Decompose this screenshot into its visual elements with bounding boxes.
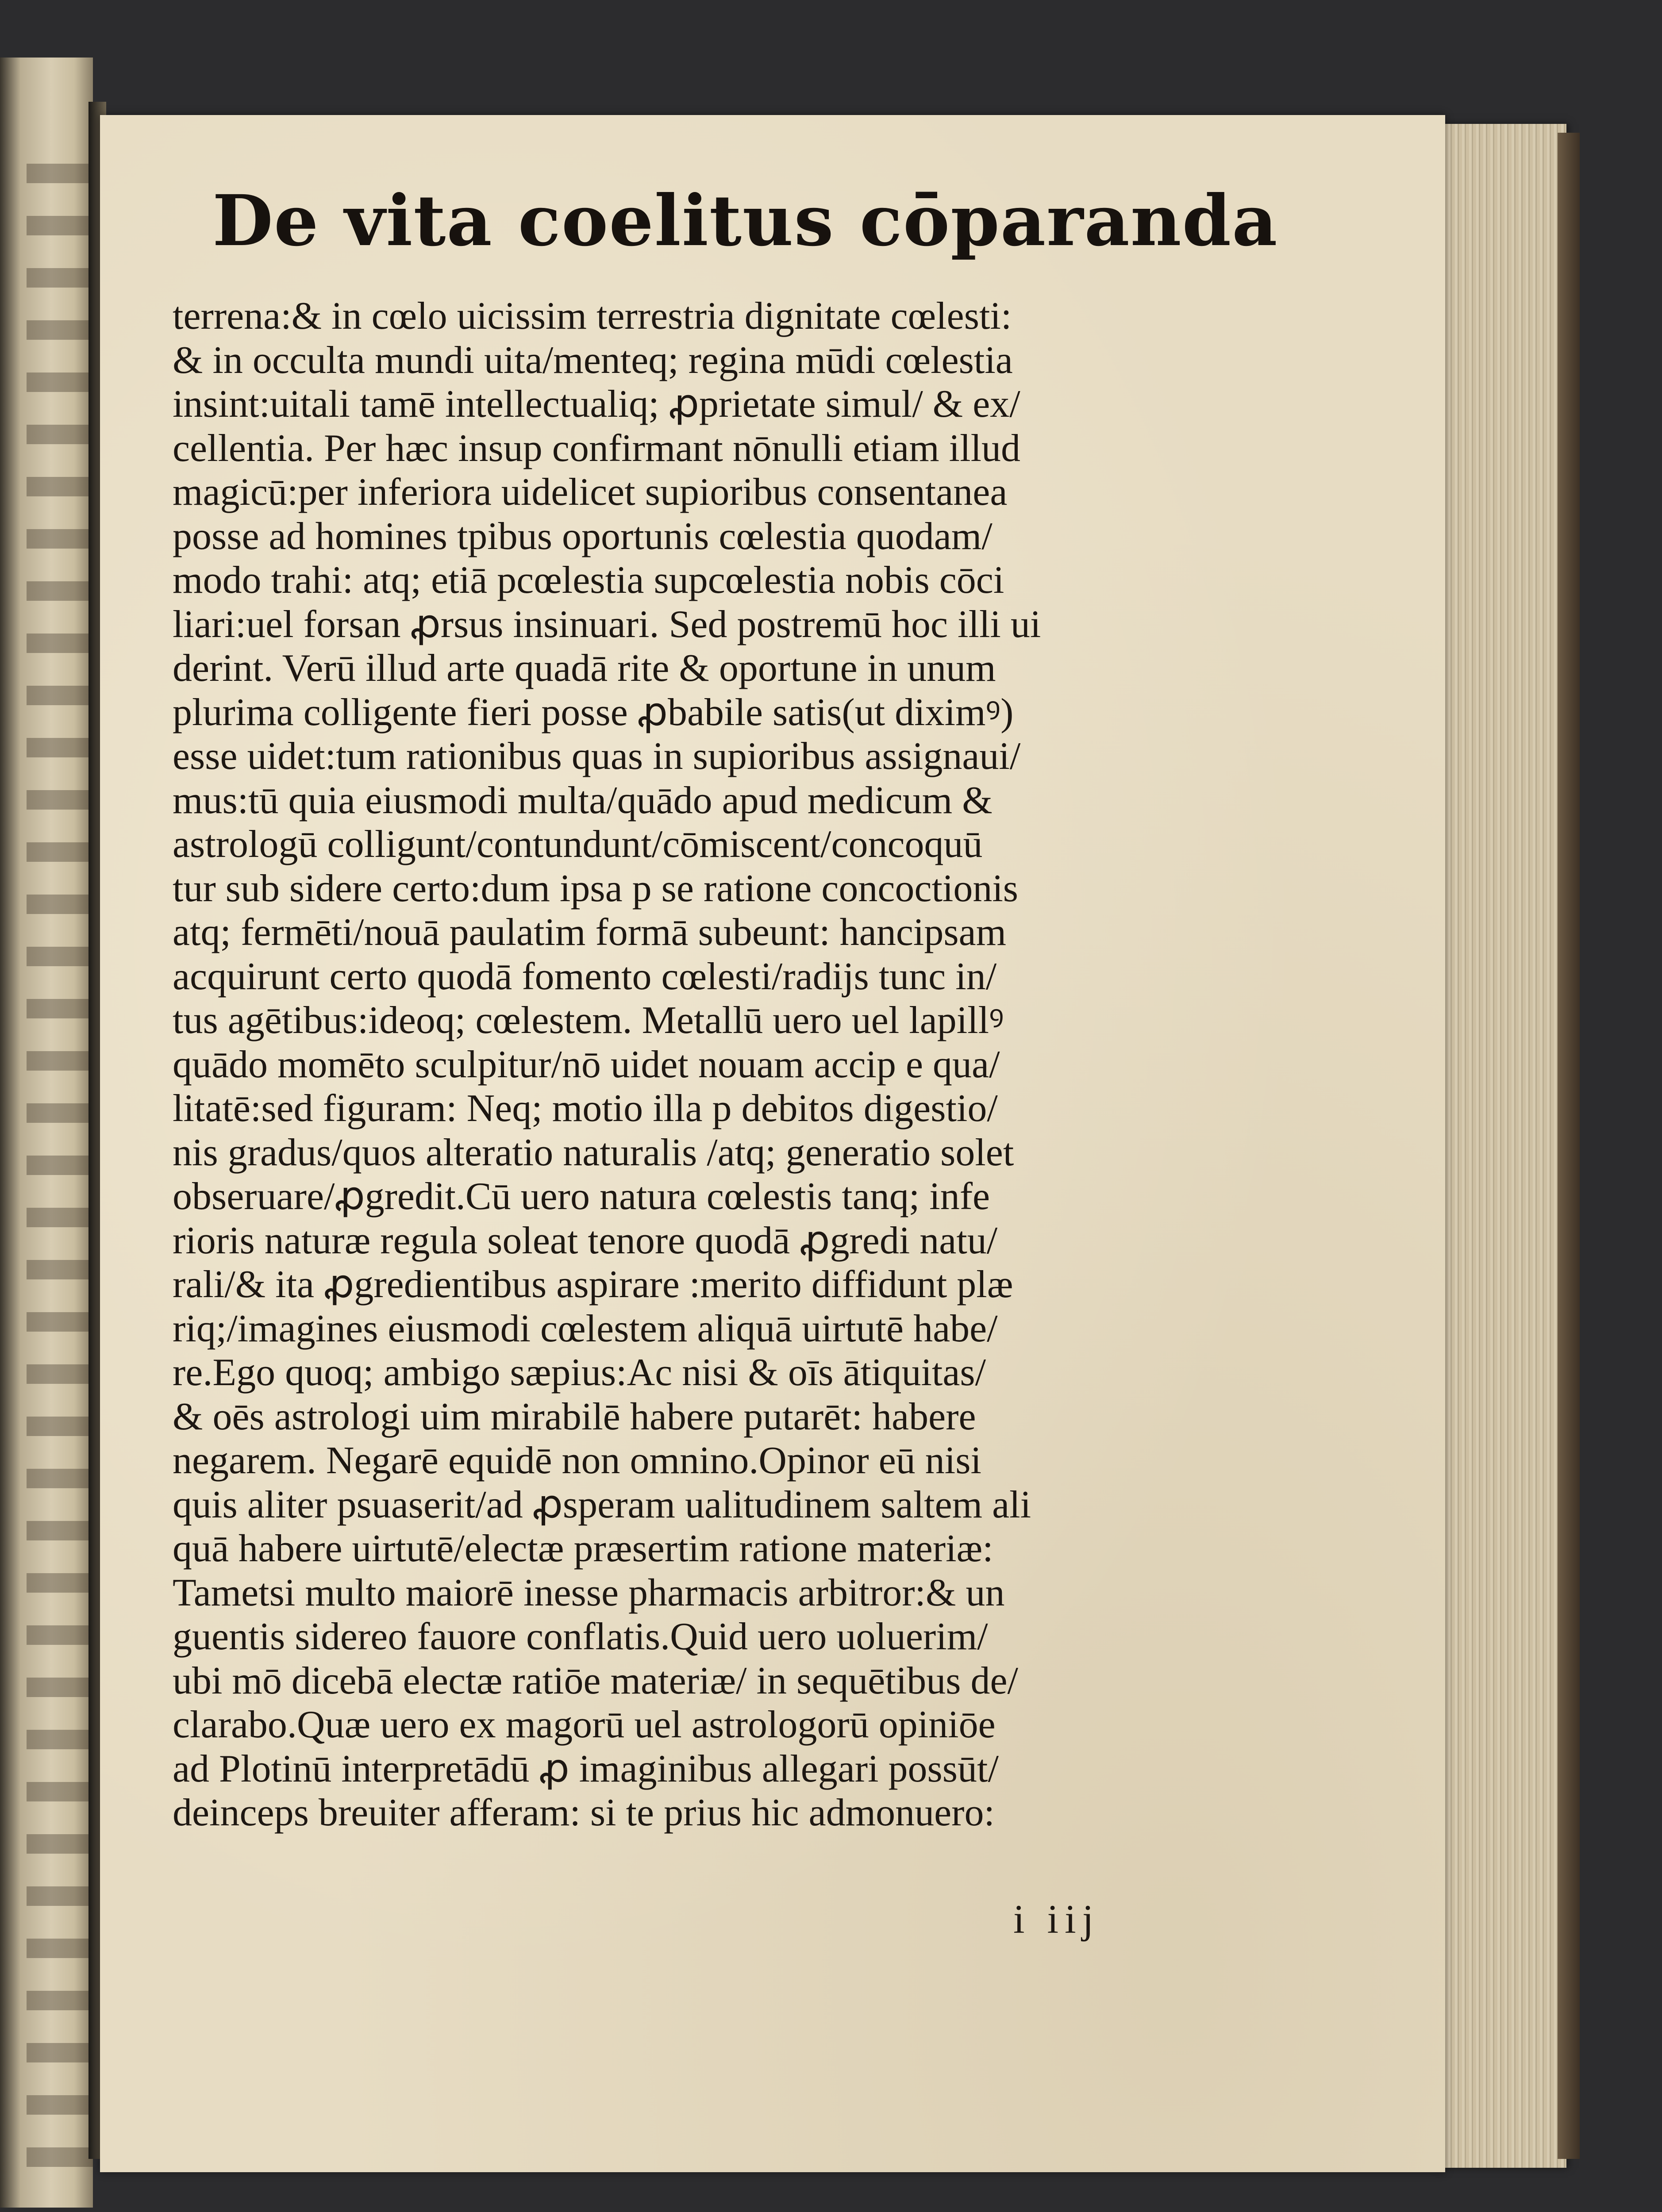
text-line: posse ad homines tpibus oportunis cœlestia quodam/ <box>173 515 993 558</box>
text-line: liari:uel forsan ꝓrsus insinuari. Sed postremū hoc illi ui <box>173 603 1041 646</box>
text-line: tus agētibus:ideoq; cœlestem. Metallū uero uel lapillꝰ <box>173 999 1004 1042</box>
text-line: Tametsi multo maiorē inesse pharmacis arbitror:& un <box>173 1571 1005 1614</box>
text-line: acquirunt certo quodā fomento cœlesti/radijs tunc in/ <box>173 955 997 998</box>
text-line: quis aliter psuaserit/ad ꝓsperam ualitudinem saltem ali <box>173 1483 1031 1526</box>
text-line: terrena:& in cœlo uicissim terrestria dignitate cœlesti: <box>173 295 1012 338</box>
text-line: deinceps breuiter afferam: si te prius hic admonuero: <box>173 1791 995 1834</box>
text-line: insint:uitali tamē intellectualiq; ꝓprietate simul/ & ex/ <box>173 383 1020 426</box>
page-heading: De vita coelitus cōparanda <box>212 180 1278 262</box>
text-line: quādo momēto sculpitur/nō uidet nouam accip e qua/ <box>173 1043 1000 1086</box>
text-line: re.Ego quoq; ambigo sæpius:Ac nisi & oīs ātiquitas/ <box>173 1351 986 1394</box>
text-line: rali/& ita ꝓgredientibus aspirare :merito diffidunt plæ <box>173 1263 1013 1306</box>
text-line: rioris naturæ regula soleat tenore quodā ꝓgredi natu/ <box>173 1219 998 1262</box>
text-line: litatē:sed figuram: Neq; motio illa p debitos digestio/ <box>173 1087 998 1130</box>
page-fore-edge <box>1434 124 1566 2168</box>
text-line: derint. Verū illud arte quadā rite & oportune in unum <box>173 647 996 690</box>
text-line: negarem. Negarē equidē non omnino.Opinor eū nisi <box>173 1439 981 1482</box>
text-line: ad Plotinū interpretādū ꝓ imaginibus allegari possūt/ <box>173 1747 999 1790</box>
text-line: riq;/imagines eiusmodi cœlestem aliquā uirtutē habe/ <box>173 1307 998 1350</box>
facing-page-edge <box>0 58 93 2208</box>
text-line: ubi mō dicebā electæ ratiōe materiæ/ in sequētibus de/ <box>173 1659 1018 1702</box>
text-line: nis gradus/quos alteratio naturalis /atq; generatio solet <box>173 1131 1014 1174</box>
text-line: obseruare/ꝓgredit.Cū uero natura cœlestis tanq; infe <box>173 1175 990 1218</box>
text-line: guentis sidereo fauore conflatis.Quid uero uoluerim/ <box>173 1615 988 1658</box>
text-line: esse uidet:tum rationibus quas in supioribus assignaui/ <box>173 735 1021 778</box>
body-text <box>173 294 1146 1835</box>
text-line: cellentia. Per hæc insup confirmant nōnulli etiam illud <box>173 426 1021 470</box>
text-line: astrologū colligunt/contundunt/cōmiscent/concoquū <box>173 823 983 866</box>
text-line: plurima colligente fieri posse ꝓbabile satis(ut diximꝰ) <box>173 691 1014 734</box>
text-line: mus:tū quia eiusmodi multa/quādo apud medicum & <box>173 779 993 822</box>
signature-mark: i iij <box>1013 1897 1100 1942</box>
text-line: & in occulta mundi uita/menteq; regina mūdi cœlestia <box>173 338 1013 382</box>
text-line: clarabo.Quæ uero ex magorū uel astrologorū opiniōe <box>173 1703 996 1746</box>
text-line: tur sub sidere certo:dum ipsa p se ratione concoctionis <box>173 867 1019 910</box>
facing-page-text-fragment <box>27 164 93 2199</box>
text-line: quā habere uirtutē/electæ præsertim ratione materiæ: <box>173 1527 993 1570</box>
text-line: modo trahi: atq; etiā pcœlestia supcœlestia nobis cōci <box>173 559 1004 602</box>
text-line: atq; fermēti/nouā paulatim formā subeunt: hancipsam <box>173 911 1007 954</box>
text-line: & oēs astrologi uim mirabilē habere putarēt: habere <box>173 1395 976 1438</box>
book-cover-edge <box>1558 133 1580 2159</box>
text-line: magicū:per inferiora uidelicet supioribus consentanea <box>173 471 1008 514</box>
